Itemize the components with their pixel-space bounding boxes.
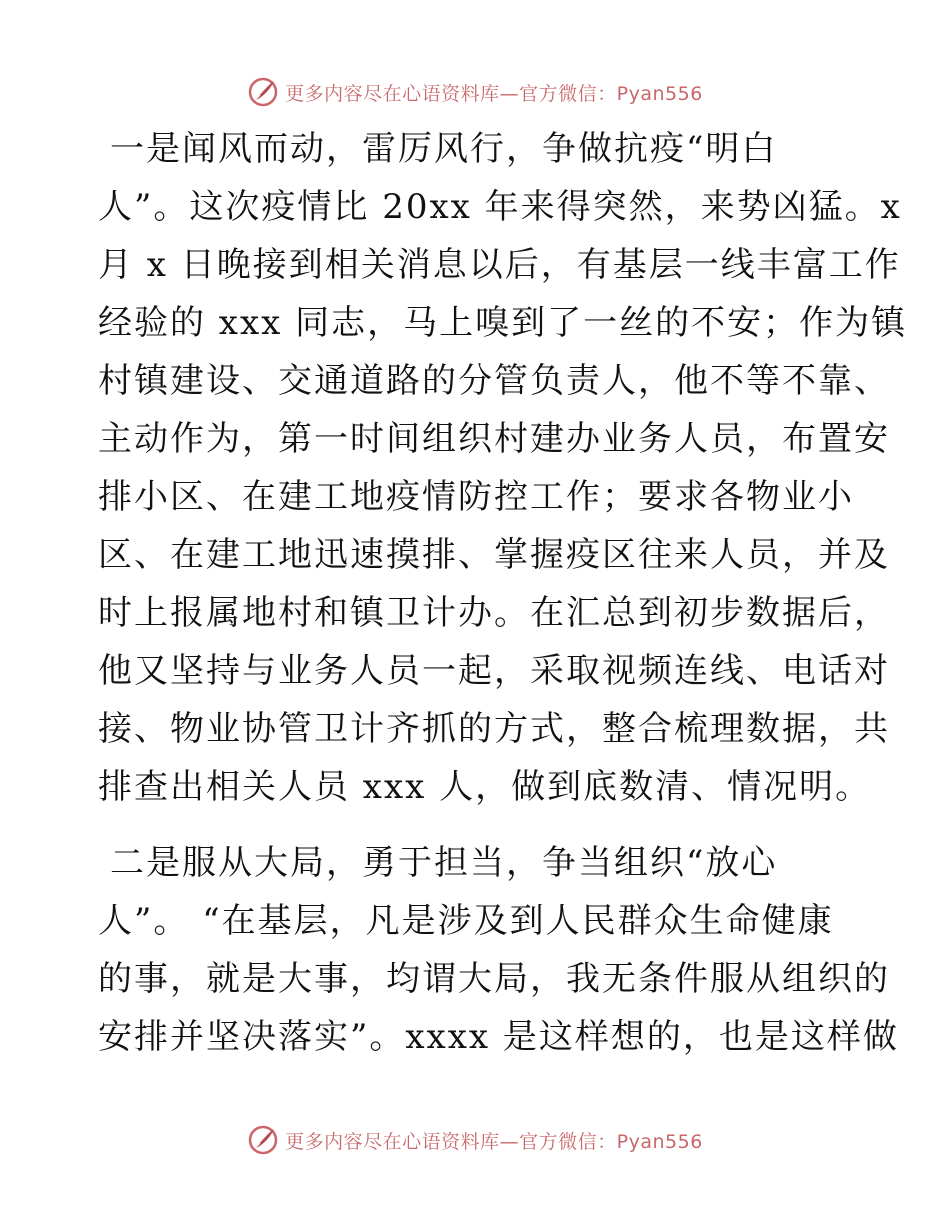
document-body [98,120,908,1066]
footer-banner-text: 更多内容尽在心语资料库—官方微信：Pyan556 [285,1130,703,1153]
text-line: 人”。 “在基层，凡是涉及到人民群众生命健康 [98,901,834,941]
feather-pen-logo-icon [247,76,279,108]
text-line: 经验的 xxx 同志，马上嗅到了一丝的不安；作为镇 [98,303,908,343]
text-line: 时上报属地村和镇卫计办。在汇总到初步数据后， [98,593,890,633]
text-line: 人”。这次疫情比 20xx 年来得突然，来势凶猛。x [98,187,902,227]
header-banner [0,72,950,112]
text-line: 接、物业协管卫计齐抓的方式，整合梳理数据，共 [98,709,890,749]
text-line: 他又坚持与业务人员一起，采取视频连线、电话对 [98,651,890,691]
text-line: 村镇建设、交通道路的分管负责人，他不等不靠、 [98,361,890,401]
text-line: 安排并坚决落实”。xxxx 是这样想的，也是这样做 [98,1017,899,1057]
text-line: 月 x 日晚接到相关消息以后，有基层一线丰富工作 [98,245,901,285]
header-banner-text: 更多内容尽在心语资料库—官方微信：Pyan556 [285,82,703,105]
feather-pen-logo-icon [247,1124,279,1156]
text-line: 排查出相关人员 xxx 人，做到底数清、情况明。 [98,767,872,807]
paragraph-2 [98,834,899,1066]
text-line: 排小区、在建工地疫情防控工作；要求各物业小 [98,477,854,517]
text-line: 的事，就是大事，均谓大局，我无条件服从组织的 [98,959,890,999]
paragraph-1 [98,120,908,816]
footer-banner [0,1120,950,1160]
text-line: 主动作为，第一时间组织村建办业务人员，布置安 [98,419,890,459]
paragraph-spacer [98,816,858,834]
text-line: 一是闻风而动，雷厉风行，争做抗疫“明白 [110,129,778,169]
text-line: 二是服从大局，勇于担当，争当组织“放心 [110,843,778,883]
text-line: 区、在建工地迅速摸排、掌握疫区往来人员，并及 [98,535,890,575]
